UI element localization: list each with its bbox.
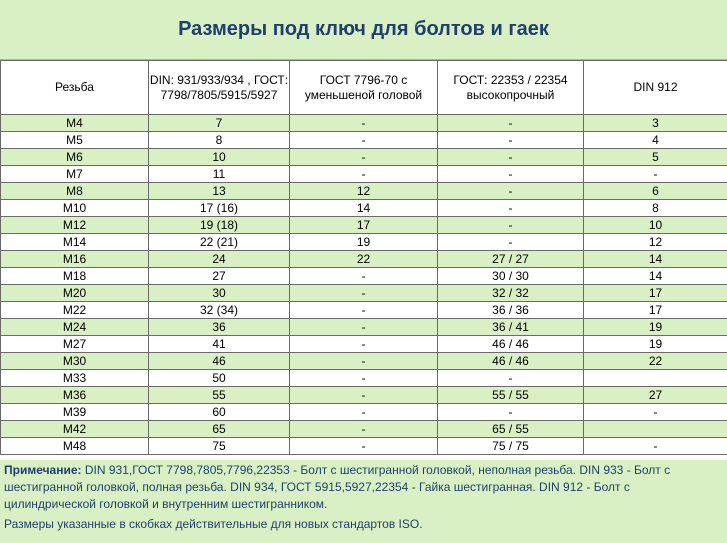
cell-din-gost: 17 (16)	[149, 200, 290, 217]
table-row	[1, 404, 727, 421]
cell-din-912	[584, 370, 727, 387]
cell-din-gost: 46	[149, 353, 290, 370]
cell-din-gost: 60	[149, 404, 290, 421]
cell-gost-7796: -	[290, 285, 438, 302]
notes-panel	[0, 460, 727, 543]
cell-gost-7796: -	[290, 166, 438, 183]
cell-din-912: 17	[584, 285, 727, 302]
table-row	[1, 319, 727, 336]
table-row	[1, 302, 727, 319]
cell-thread: M14	[1, 234, 149, 251]
title-bar	[0, 0, 727, 60]
cell-gost-22353: 65 / 55	[438, 421, 584, 438]
cell-din-gost: 11	[149, 166, 290, 183]
cell-gost-22353: 36 / 41	[438, 319, 584, 336]
cell-gost-22353: -	[438, 115, 584, 132]
cell-din-912: 5	[584, 149, 727, 166]
cell-thread: M33	[1, 370, 149, 387]
cell-din-912: 3	[584, 115, 727, 132]
cell-thread: M12	[1, 217, 149, 234]
cell-din-912: 22	[584, 353, 727, 370]
table-body	[1, 115, 727, 455]
header-din-912: DIN 912	[584, 61, 727, 115]
cell-gost-7796: -	[290, 132, 438, 149]
cell-thread: M30	[1, 353, 149, 370]
cell-din-gost: 75	[149, 438, 290, 455]
notes-extra: Размеры указанные в скобках действительные для новых стандартов ISO.	[4, 517, 423, 531]
cell-gost-7796: -	[290, 268, 438, 285]
cell-gost-22353: -	[438, 149, 584, 166]
cell-thread: M10	[1, 200, 149, 217]
notes-text: DIN 931,ГОСТ 7798,7805,7796,22353 - Болт с шестигранной головкой, неполная резьба. DIN 933 - Болт с шестигранной головкой, полная резьба. DIN 934, ГОСТ 5915,5927,22354 - Гайка шестигранная. DIN 912 - Болт с цилиндрической головкой и внутренним шестигранником.	[4, 463, 671, 511]
cell-gost-7796: -	[290, 404, 438, 421]
table-row	[1, 438, 727, 455]
cell-din-912: 10	[584, 217, 727, 234]
cell-din-gost: 36	[149, 319, 290, 336]
cell-thread: M42	[1, 421, 149, 438]
cell-gost-7796: 17	[290, 217, 438, 234]
cell-thread: M5	[1, 132, 149, 149]
cell-din-912	[584, 421, 727, 438]
cell-din-gost: 50	[149, 370, 290, 387]
cell-din-gost: 30	[149, 285, 290, 302]
table-row	[1, 251, 727, 268]
table-row	[1, 387, 727, 404]
cell-gost-7796: 19	[290, 234, 438, 251]
table-row	[1, 421, 727, 438]
table-row	[1, 336, 727, 353]
cell-gost-22353: -	[438, 183, 584, 200]
cell-thread: M18	[1, 268, 149, 285]
table-row	[1, 285, 727, 302]
notes-label: Примечание:	[4, 463, 82, 477]
table-row	[1, 115, 727, 132]
cell-din-912: 27	[584, 387, 727, 404]
header-gost-22353: ГОСТ: 22353 / 22354 высокопрочный	[438, 61, 584, 115]
cell-gost-7796: 12	[290, 183, 438, 200]
cell-gost-7796: 14	[290, 200, 438, 217]
cell-gost-7796: -	[290, 370, 438, 387]
cell-din-912: 4	[584, 132, 727, 149]
cell-din-912: -	[584, 438, 727, 455]
cell-gost-22353: 46 / 46	[438, 353, 584, 370]
cell-din-912: -	[584, 166, 727, 183]
table-row	[1, 132, 727, 149]
cell-din-gost: 41	[149, 336, 290, 353]
cell-gost-22353: -	[438, 166, 584, 183]
cell-thread: M48	[1, 438, 149, 455]
cell-thread: M6	[1, 149, 149, 166]
cell-gost-7796: 22	[290, 251, 438, 268]
cell-gost-22353: 46 / 46	[438, 336, 584, 353]
cell-gost-7796: -	[290, 149, 438, 166]
cell-gost-7796: -	[290, 302, 438, 319]
cell-gost-7796: -	[290, 387, 438, 404]
cell-din-gost: 10	[149, 149, 290, 166]
cell-din-gost: 24	[149, 251, 290, 268]
cell-din-912: 8	[584, 200, 727, 217]
cell-thread: M22	[1, 302, 149, 319]
cell-gost-7796: -	[290, 115, 438, 132]
cell-gost-22353: -	[438, 217, 584, 234]
table-row	[1, 200, 727, 217]
header-thread: Резьба	[1, 61, 149, 115]
cell-din-gost: 65	[149, 421, 290, 438]
header-gost-7796: ГОСТ 7796-70 с уменьшеной головой	[290, 61, 438, 115]
cell-din-912: 19	[584, 319, 727, 336]
cell-gost-22353: -	[438, 404, 584, 421]
cell-din-912: 19	[584, 336, 727, 353]
page-title: Размеры под ключ для болтов и гаек	[178, 18, 549, 40]
cell-gost-7796: -	[290, 336, 438, 353]
cell-gost-7796: -	[290, 438, 438, 455]
cell-thread: M16	[1, 251, 149, 268]
cell-din-912: 17	[584, 302, 727, 319]
cell-gost-22353: -	[438, 200, 584, 217]
cell-din-912: 14	[584, 251, 727, 268]
cell-gost-7796: -	[290, 319, 438, 336]
cell-thread: M8	[1, 183, 149, 200]
cell-thread: M27	[1, 336, 149, 353]
cell-thread: M24	[1, 319, 149, 336]
cell-din-gost: 13	[149, 183, 290, 200]
table-row	[1, 166, 727, 183]
table-row	[1, 268, 727, 285]
cell-thread: M39	[1, 404, 149, 421]
cell-gost-22353: -	[438, 234, 584, 251]
cell-gost-22353: 75 / 75	[438, 438, 584, 455]
cell-din-gost: 22 (21)	[149, 234, 290, 251]
cell-gost-22353: 55 / 55	[438, 387, 584, 404]
cell-gost-22353: -	[438, 132, 584, 149]
table-header-row	[1, 61, 727, 115]
table-row	[1, 234, 727, 251]
cell-din-gost: 55	[149, 387, 290, 404]
cell-gost-22353: -	[438, 370, 584, 387]
cell-din-gost: 8	[149, 132, 290, 149]
cell-thread: M7	[1, 166, 149, 183]
header-din-gost: DIN: 931/933/934 , ГОСТ: 7798/7805/5915/5927	[149, 61, 290, 115]
cell-din-gost: 7	[149, 115, 290, 132]
cell-din-gost: 19 (18)	[149, 217, 290, 234]
cell-din-gost: 27	[149, 268, 290, 285]
cell-gost-22353: 32 / 32	[438, 285, 584, 302]
cell-gost-7796: -	[290, 353, 438, 370]
cell-thread: M36	[1, 387, 149, 404]
notes-paragraph	[4, 462, 723, 513]
table-row	[1, 370, 727, 387]
cell-din-912: 14	[584, 268, 727, 285]
cell-gost-22353: 27 / 27	[438, 251, 584, 268]
cell-thread: M4	[1, 115, 149, 132]
cell-din-912: -	[584, 404, 727, 421]
table-row	[1, 353, 727, 370]
cell-din-912: 12	[584, 234, 727, 251]
cell-thread: M20	[1, 285, 149, 302]
cell-gost-22353: 36 / 36	[438, 302, 584, 319]
cell-din-gost: 32 (34)	[149, 302, 290, 319]
cell-din-912: 6	[584, 183, 727, 200]
table-row	[1, 183, 727, 200]
cell-gost-7796: -	[290, 421, 438, 438]
table-row	[1, 149, 727, 166]
wrench-size-table	[0, 60, 727, 455]
cell-gost-22353: 30 / 30	[438, 268, 584, 285]
table-row	[1, 217, 727, 234]
